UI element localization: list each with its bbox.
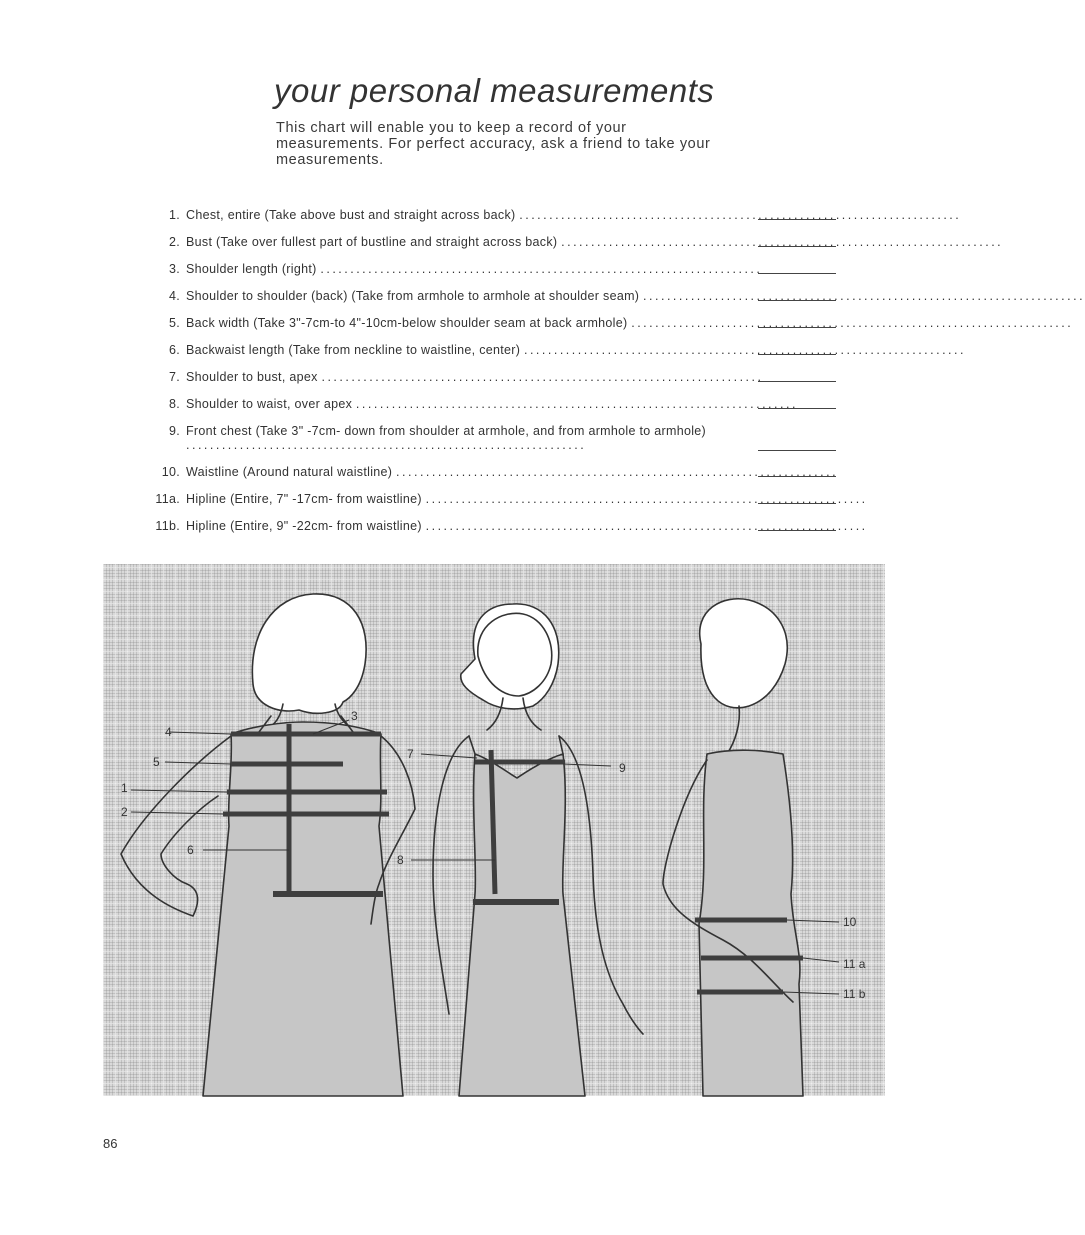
figures-svg (103, 564, 885, 1096)
item-number: 11b. (155, 519, 180, 533)
item-number: 4. (168, 289, 180, 303)
item-label: Hipline (Entire, 7" -17cm- from waistline) (186, 492, 422, 506)
item-label: Back width (Take 3"-7cm-to 4"-10cm-below shoulder seam at back armhole) (186, 316, 628, 330)
label-4: 4 (165, 725, 172, 739)
label-11a: 11 a (843, 957, 866, 971)
page-number: 86 (103, 1136, 118, 1151)
answer-line[interactable] (758, 450, 836, 451)
label-5: 5 (153, 755, 160, 769)
item-label: Waistline (Around natural waistline) (186, 465, 393, 479)
answer-line[interactable] (758, 476, 836, 477)
back-view-figure (121, 594, 415, 1096)
answer-line[interactable] (758, 246, 836, 247)
answer-line[interactable] (758, 273, 836, 274)
answer-line[interactable] (758, 503, 836, 504)
answer-line[interactable] (758, 381, 836, 382)
item-number: 9. (168, 424, 180, 438)
label-3: 3 (351, 709, 358, 723)
item-label: Backwaist length (Take from neckline to waistline, center) (186, 343, 521, 357)
item-number: 11a. (155, 492, 180, 506)
measurement-illustration (103, 564, 885, 1096)
label-8: 8 (397, 853, 404, 867)
item-label: Shoulder to shoulder (back) (Take from armhole to armhole at shoulder seam) (186, 289, 640, 303)
label-10: 10 (843, 915, 857, 929)
answer-line[interactable] (758, 327, 836, 328)
label-7: 7 (407, 747, 414, 761)
item-label: Shoulder to waist, over apex (186, 397, 353, 411)
answer-line[interactable] (758, 530, 836, 531)
measurements-list: 1. Chest, entire (Take above bust and straight across back) .......................................................................... 2. Bust (Take over fullest part of bustline and straight across back) .......................................................................... 3. Shoulder length (right) .......................................................................... 4. Shoulder to shoulder (back) (Take from armhole to armhole at shoulder seam) .......................................................................... 5. Back width (Take 3"-7cm-to 4"-10cm-below shoulder seam at back armhole) .......................................................................... 6. Backwaist length (Take from neckline to waistline, center) .......................................................................... 7. Shoulder to bust, apex .......................................................................... 8. Shoulder to waist, over apex .......................................................................... 9. Front chest (Take 3" -7cm- down from shoulder at armhole, and from armhole to armhole) ................................................................... 10. Waistline (Around natural waistline) .......................................................................... 11a. Hipline (Entire, 7" -17cm- from waistline) .......................................................................... 11b. Hipline (Entire, 9" -22cm- from waistline) .......................................................................... (155, 208, 1085, 533)
label-1: 1 (121, 781, 128, 795)
item-label: Shoulder to bust, apex (186, 370, 318, 384)
label-2: 2 (121, 805, 128, 819)
label-9: 9 (619, 761, 626, 775)
answer-line[interactable] (758, 300, 836, 301)
label-11b: 11 b (843, 987, 866, 1001)
item-number: 3. (168, 262, 180, 276)
side-view-figure (663, 599, 803, 1096)
item-number: 6. (168, 343, 180, 357)
item-number: 7. (168, 370, 180, 384)
item-number: 5. (168, 316, 180, 330)
item-label: Hipline (Entire, 9" -22cm- from waistline) (186, 519, 422, 533)
item-label: Chest, entire (Take above bust and straight across back) (186, 208, 516, 222)
answer-line[interactable] (758, 408, 836, 409)
item-number: 10. (161, 465, 180, 479)
item-label: Bust (Take over fullest part of bustline and straight across back) (186, 235, 558, 249)
front-view-figure (433, 604, 643, 1096)
item-label: Front chest (Take 3" -7cm- down from shoulder at armhole, and from armhole to armhole) (186, 424, 707, 438)
label-6: 6 (187, 843, 194, 857)
item-number: 2. (168, 235, 180, 249)
answer-line[interactable] (758, 219, 836, 220)
item-label: Shoulder length (right) (186, 262, 317, 276)
item-number: 1. (168, 208, 180, 222)
item-number: 8. (168, 397, 180, 411)
intro-paragraph: This chart will enable you to keep a record of your measurements. For perfect accuracy, ask a friend to take your measurements. (276, 120, 711, 168)
answer-line[interactable] (758, 354, 836, 355)
page-title: your personal measurements (274, 72, 715, 109)
